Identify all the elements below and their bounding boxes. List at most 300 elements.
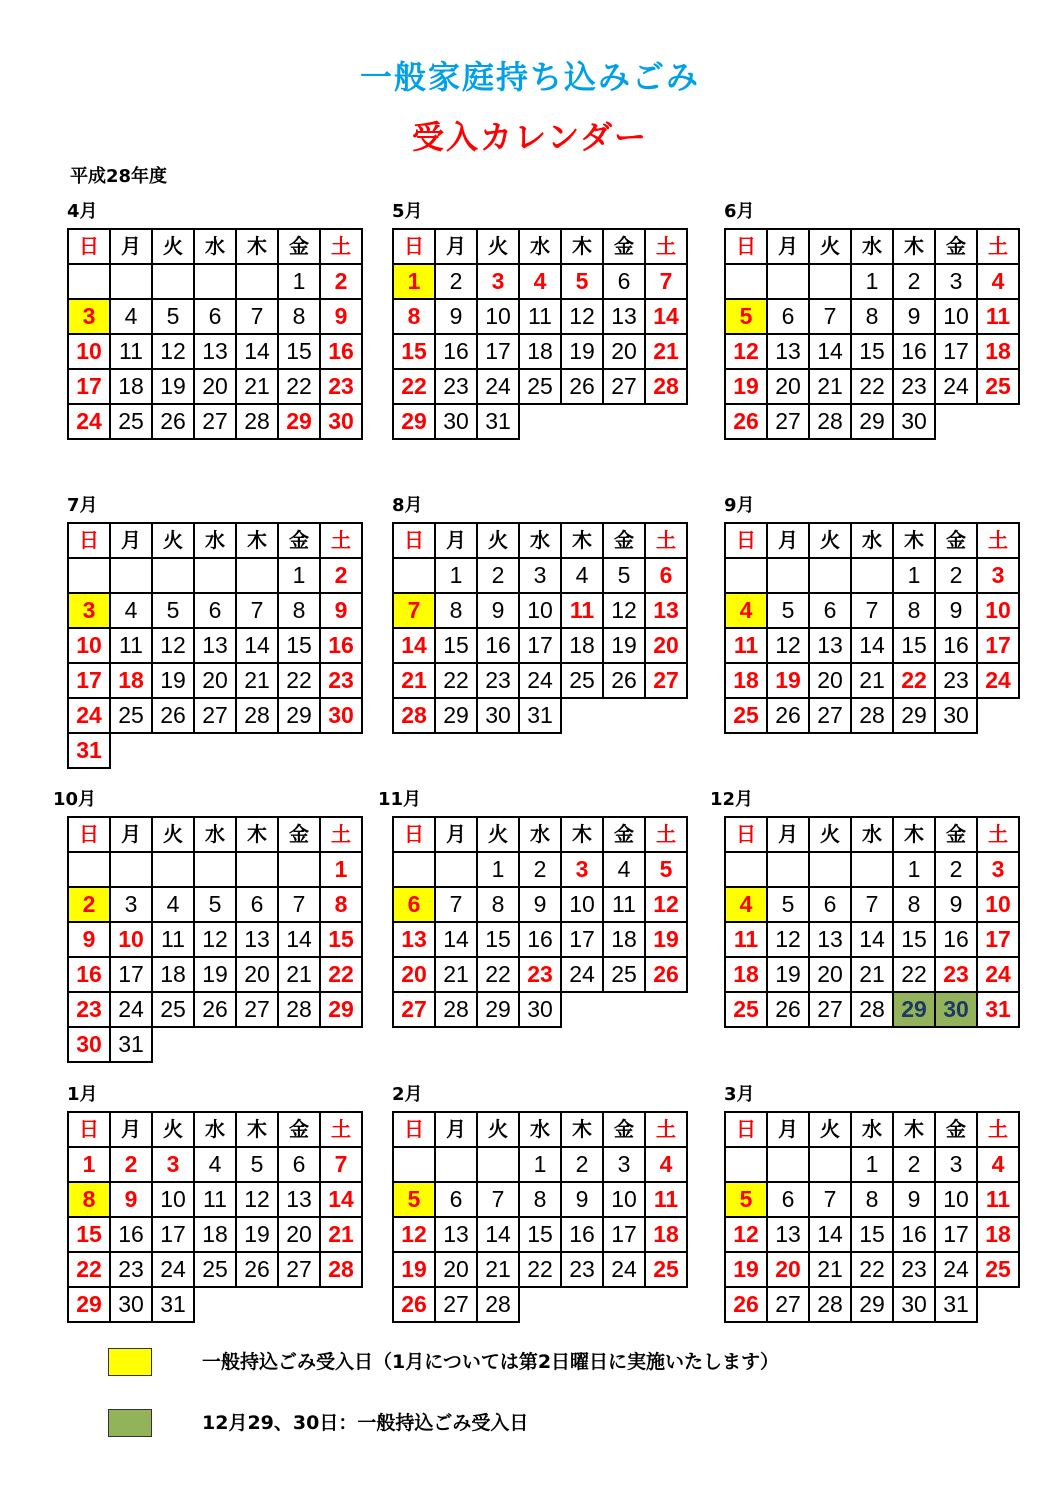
day-cell: 4 [110,593,152,628]
day-cell: 3 [477,264,519,299]
day-cell: 20 [194,369,236,404]
weekday-header: 水 [851,1112,893,1147]
day-cell: 14 [477,1217,519,1252]
day-cell: 30 [935,698,977,733]
day-cell: 28 [236,698,278,733]
blank-cell [152,733,194,768]
day-cell: 15 [519,1217,561,1252]
day-cell: 6 [435,1182,477,1217]
month-label: 5月 [392,201,423,222]
empty-day-cell [809,264,851,299]
day-cell: 31 [110,1027,152,1062]
day-cell: 19 [725,369,767,404]
day-cell: 16 [435,334,477,369]
day-cell: 30 [519,992,561,1027]
day-cell: 28 [851,992,893,1027]
day-cell: 8 [519,1182,561,1217]
empty-day-cell [435,852,477,887]
month-table [67,816,363,1063]
blank-cell [152,1027,194,1062]
day-cell: 18 [603,922,645,957]
day-cell: 11 [561,593,603,628]
day-cell: 12 [236,1182,278,1217]
day-cell: 22 [893,663,935,698]
day-cell: 13 [194,334,236,369]
blank-cell [603,1287,645,1322]
day-cell: 10 [935,1182,977,1217]
empty-day-cell [393,558,435,593]
blank-cell [977,1287,1019,1322]
day-cell: 21 [851,957,893,992]
blank-cell [977,698,1019,733]
day-cell: 22 [278,369,320,404]
day-cell: 28 [236,404,278,439]
day-cell: 19 [725,1252,767,1287]
day-cell: 15 [893,922,935,957]
day-cell: 10 [110,922,152,957]
blank-cell [603,992,645,1027]
day-cell: 27 [236,992,278,1027]
day-cell: 7 [851,593,893,628]
empty-day-cell [194,264,236,299]
day-cell: 28 [809,404,851,439]
weekday-header: 日 [393,229,435,264]
day-cell: 17 [561,922,603,957]
day-cell: 9 [435,299,477,334]
day-cell: 1 [278,558,320,593]
day-cell: 11 [725,628,767,663]
day-cell: 29 [851,404,893,439]
day-cell: 11 [977,1182,1019,1217]
day-cell: 15 [320,922,362,957]
weekday-header: 木 [561,817,603,852]
weekday-header: 土 [645,817,687,852]
day-cell: 20 [603,334,645,369]
day-cell: 14 [236,628,278,663]
month-label: 12月 [710,789,754,810]
day-cell: 27 [278,1252,320,1287]
day-cell: 23 [935,663,977,698]
weekday-header: 火 [477,817,519,852]
month-table [67,522,363,769]
blank-cell [519,1287,561,1322]
day-cell: 26 [603,663,645,698]
day-cell: 4 [977,264,1019,299]
weekday-header: 土 [977,523,1019,558]
weekday-header: 金 [278,817,320,852]
weekday-header: 金 [278,229,320,264]
day-cell: 4 [645,1147,687,1182]
blank-cell [236,1287,278,1322]
day-cell: 31 [519,698,561,733]
weekday-header: 火 [152,523,194,558]
day-cell: 22 [393,369,435,404]
day-cell: 18 [725,957,767,992]
weekday-header: 日 [68,1112,110,1147]
weekday-header: 火 [809,523,851,558]
blank-cell [603,698,645,733]
day-cell: 14 [851,628,893,663]
day-cell: 8 [393,299,435,334]
weekday-header: 火 [152,1112,194,1147]
day-cell: 11 [110,628,152,663]
weekday-header: 月 [767,523,809,558]
day-cell: 28 [278,992,320,1027]
day-cell: 24 [477,369,519,404]
day-cell: 19 [236,1217,278,1252]
day-cell: 31 [68,733,110,768]
day-cell: 3 [935,264,977,299]
day-cell: 19 [603,628,645,663]
day-cell: 24 [110,992,152,1027]
day-cell: 14 [320,1182,362,1217]
day-cell: 10 [977,593,1019,628]
day-cell: 26 [725,1287,767,1322]
day-cell: 6 [767,299,809,334]
day-cell: 11 [603,887,645,922]
day-cell: 24 [935,1252,977,1287]
day-cell: 16 [68,957,110,992]
day-cell: 25 [561,663,603,698]
day-cell: 24 [68,698,110,733]
day-cell: 22 [435,663,477,698]
month-label: 6月 [724,201,755,222]
day-cell: 23 [561,1252,603,1287]
day-cell: 7 [851,887,893,922]
weekday-header: 日 [725,817,767,852]
day-cell: 29 [893,698,935,733]
day-cell: 18 [725,663,767,698]
day-cell: 10 [935,299,977,334]
day-cell: 15 [893,628,935,663]
day-cell: 2 [68,887,110,922]
day-cell: 13 [767,1217,809,1252]
fiscal-year: 平成28年度 [70,166,168,187]
weekday-header: 木 [561,1112,603,1147]
day-cell: 14 [809,334,851,369]
day-cell: 9 [935,887,977,922]
day-cell: 25 [725,992,767,1027]
day-cell: 26 [152,404,194,439]
day-cell: 11 [645,1182,687,1217]
day-cell: 7 [645,264,687,299]
weekday-header: 木 [893,523,935,558]
day-cell: 6 [236,887,278,922]
empty-day-cell [278,852,320,887]
day-cell: 20 [435,1252,477,1287]
weekday-header: 月 [767,1112,809,1147]
day-cell: 25 [194,1252,236,1287]
day-cell: 27 [435,1287,477,1322]
weekday-header: 日 [68,229,110,264]
legend-swatch-green [108,1409,152,1437]
day-cell: 10 [68,628,110,663]
day-cell: 11 [725,922,767,957]
day-cell: 20 [194,663,236,698]
blank-cell [603,404,645,439]
day-cell: 4 [110,299,152,334]
month-table [392,816,688,1028]
month-label: 1月 [67,1084,98,1105]
day-cell: 1 [393,264,435,299]
month-table [67,1111,363,1323]
day-cell: 13 [393,922,435,957]
day-cell: 7 [393,593,435,628]
day-cell: 5 [725,299,767,334]
day-cell: 13 [809,922,851,957]
weekday-header: 金 [935,1112,977,1147]
day-cell: 13 [194,628,236,663]
day-cell: 19 [152,369,194,404]
day-cell: 18 [110,369,152,404]
day-cell: 11 [194,1182,236,1217]
day-cell: 13 [809,628,851,663]
day-cell: 20 [393,957,435,992]
day-cell: 23 [477,663,519,698]
weekday-header: 金 [935,523,977,558]
day-cell: 25 [519,369,561,404]
day-cell: 26 [645,957,687,992]
page-subtitle: 受入カレンダー [412,118,648,156]
day-cell: 3 [519,558,561,593]
day-cell: 22 [851,369,893,404]
day-cell: 20 [809,957,851,992]
blank-cell [645,992,687,1027]
day-cell: 8 [851,299,893,334]
day-cell: 17 [935,334,977,369]
day-cell: 27 [393,992,435,1027]
day-cell: 28 [851,698,893,733]
day-cell: 9 [320,593,362,628]
day-cell: 14 [645,299,687,334]
day-cell: 13 [236,922,278,957]
day-cell: 16 [477,628,519,663]
weekday-header: 土 [977,1112,1019,1147]
day-cell: 21 [278,957,320,992]
weekday-header: 木 [561,523,603,558]
day-cell: 16 [519,922,561,957]
weekday-header: 日 [725,229,767,264]
day-cell: 10 [519,593,561,628]
day-cell: 27 [194,404,236,439]
day-cell: 30 [110,1287,152,1322]
day-cell: 22 [68,1252,110,1287]
day-cell: 22 [893,957,935,992]
day-cell: 1 [278,264,320,299]
day-cell: 12 [725,1217,767,1252]
day-cell: 2 [893,1147,935,1182]
month-label: 7月 [67,495,98,516]
day-cell: 12 [645,887,687,922]
day-cell: 15 [393,334,435,369]
day-cell: 1 [477,852,519,887]
month-label: 3月 [724,1084,755,1105]
weekday-header: 月 [767,817,809,852]
day-cell: 18 [977,1217,1019,1252]
day-cell: 27 [645,663,687,698]
day-cell: 28 [435,992,477,1027]
day-cell: 14 [809,1217,851,1252]
day-cell: 5 [194,887,236,922]
day-cell: 3 [935,1147,977,1182]
empty-day-cell [393,1147,435,1182]
weekday-header: 日 [393,523,435,558]
day-cell: 10 [152,1182,194,1217]
page-title: 一般家庭持ち込みごみ [359,58,700,96]
day-cell: 21 [393,663,435,698]
day-cell: 4 [152,887,194,922]
day-cell: 19 [194,957,236,992]
legend-text: 一般持込ごみ受入日（1月については第2日曜日に実施いたします） [202,1351,780,1373]
day-cell: 7 [320,1147,362,1182]
weekday-header: 水 [851,523,893,558]
day-cell: 31 [477,404,519,439]
day-cell: 24 [977,663,1019,698]
day-cell: 2 [320,264,362,299]
day-cell: 27 [603,369,645,404]
day-cell: 23 [893,1252,935,1287]
empty-day-cell [767,1147,809,1182]
day-cell: 11 [977,299,1019,334]
blank-cell [236,1027,278,1062]
month-label: 4月 [67,201,98,222]
day-cell: 2 [935,558,977,593]
day-cell: 6 [809,593,851,628]
day-cell: 2 [935,852,977,887]
day-cell: 1 [519,1147,561,1182]
day-cell: 15 [851,1217,893,1252]
day-cell: 18 [110,663,152,698]
day-cell: 4 [977,1147,1019,1182]
day-cell: 15 [278,334,320,369]
day-cell: 30 [320,404,362,439]
weekday-header: 日 [393,1112,435,1147]
weekday-header: 水 [851,817,893,852]
day-cell: 30 [435,404,477,439]
day-cell: 23 [110,1252,152,1287]
weekday-header: 火 [152,817,194,852]
day-cell: 21 [809,1252,851,1287]
blank-cell [519,404,561,439]
day-cell: 29 [435,698,477,733]
day-cell: 19 [152,663,194,698]
day-cell: 29 [278,698,320,733]
empty-day-cell [767,852,809,887]
blank-cell [194,1027,236,1062]
day-cell: 3 [977,852,1019,887]
weekday-header: 金 [603,229,645,264]
weekday-header: 月 [435,817,477,852]
weekday-header: 日 [725,1112,767,1147]
weekday-header: 土 [645,1112,687,1147]
day-cell: 8 [320,887,362,922]
day-cell: 17 [68,369,110,404]
day-cell: 6 [645,558,687,593]
day-cell: 6 [278,1147,320,1182]
weekday-header: 土 [320,817,362,852]
day-cell: 18 [519,334,561,369]
weekday-header: 木 [236,1112,278,1147]
day-cell: 6 [194,299,236,334]
day-cell: 8 [278,593,320,628]
day-cell: 24 [935,369,977,404]
day-cell: 5 [645,852,687,887]
day-cell: 26 [767,698,809,733]
day-cell: 19 [767,663,809,698]
weekday-header: 火 [152,229,194,264]
weekday-header: 水 [519,523,561,558]
day-cell: 9 [561,1182,603,1217]
empty-day-cell [194,558,236,593]
day-cell: 22 [519,1252,561,1287]
day-cell: 21 [645,334,687,369]
blank-cell [194,733,236,768]
blank-cell [561,1287,603,1322]
day-cell: 19 [767,957,809,992]
day-cell: 12 [725,334,767,369]
weekday-header: 月 [435,229,477,264]
day-cell: 22 [278,663,320,698]
day-cell: 26 [767,992,809,1027]
weekday-header: 水 [519,229,561,264]
day-cell: 10 [68,334,110,369]
day-cell: 15 [278,628,320,663]
blank-cell [320,1287,362,1322]
blank-cell [645,404,687,439]
day-cell: 19 [645,922,687,957]
day-cell: 6 [809,887,851,922]
day-cell: 5 [603,558,645,593]
day-cell: 8 [893,593,935,628]
empty-day-cell [393,852,435,887]
day-cell: 7 [809,299,851,334]
day-cell: 10 [603,1182,645,1217]
day-cell: 23 [320,369,362,404]
day-cell: 4 [561,558,603,593]
day-cell: 14 [236,334,278,369]
empty-day-cell [767,558,809,593]
weekday-header: 木 [236,229,278,264]
day-cell: 5 [561,264,603,299]
weekday-header: 金 [603,523,645,558]
day-cell: 21 [477,1252,519,1287]
blank-cell [194,1287,236,1322]
empty-day-cell [110,852,152,887]
day-cell: 23 [68,992,110,1027]
weekday-header: 日 [68,523,110,558]
day-cell: 13 [603,299,645,334]
month-label: 10月 [53,789,97,810]
day-cell: 29 [278,404,320,439]
day-cell: 3 [68,299,110,334]
day-cell: 19 [393,1252,435,1287]
month-label: 9月 [724,495,755,516]
day-cell: 12 [603,593,645,628]
day-cell: 1 [68,1147,110,1182]
day-cell: 3 [152,1147,194,1182]
day-cell: 23 [435,369,477,404]
day-cell: 30 [893,1287,935,1322]
weekday-header: 土 [645,523,687,558]
day-cell: 5 [393,1182,435,1217]
weekday-header: 土 [977,817,1019,852]
day-cell: 25 [977,369,1019,404]
day-cell: 6 [194,593,236,628]
empty-day-cell [236,264,278,299]
day-cell: 17 [603,1217,645,1252]
day-cell: 8 [851,1182,893,1217]
day-cell: 11 [519,299,561,334]
